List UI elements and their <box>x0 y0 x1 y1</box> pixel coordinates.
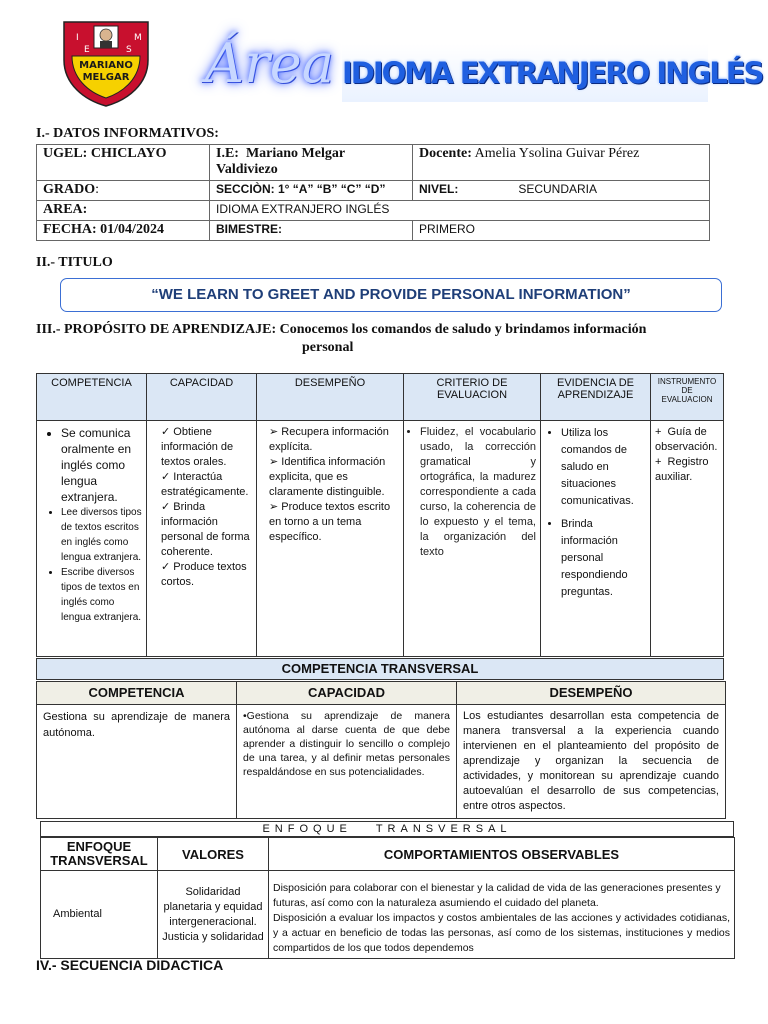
th-evidencia: EVIDENCIA DE APRENDIZAJE <box>541 374 651 421</box>
evidencia-cell <box>541 421 651 657</box>
logo-letter-e: E <box>84 45 90 55</box>
criterio-cell <box>404 421 541 657</box>
ie-value: Mariano Melgar Valdiviezo <box>216 146 345 177</box>
desempeno-cell <box>257 421 404 657</box>
ie-label: I.E: <box>216 146 239 161</box>
ef-th-valores: VALORES <box>158 838 269 871</box>
ef-valores: Solidaridad planetaria y equidad intergeneracional. Justicia y solidaridad <box>158 871 269 959</box>
section-titulo-title: II.- TITULO <box>36 255 113 270</box>
tt-competencia: Gestiona su aprendizaje de manera autónoma. <box>37 705 237 819</box>
instrumento-item: + Registro auxiliar. <box>655 456 709 483</box>
docente-cell <box>413 145 710 181</box>
desempeno-item: ➢ Produce textos escrito en torno a un tema específico. <box>269 501 391 543</box>
competencia-cell <box>37 421 147 657</box>
subject-banner: IDIOMA EXTRANJERO INGLÉS <box>342 44 708 102</box>
ie-cell <box>210 145 413 181</box>
ef-comportamientos <box>269 871 735 959</box>
logo-letter-i: I <box>76 33 79 43</box>
datos-table <box>36 144 710 241</box>
logo-letter-m: M <box>134 33 142 43</box>
th-capacidad: CAPACIDAD <box>147 374 257 421</box>
th-desempeno: DESEMPEÑO <box>257 374 404 421</box>
fecha-cell: FECHA: 01/04/2024 <box>37 221 210 241</box>
enfoque-table <box>40 837 735 959</box>
capacidad-item: ✓ Produce textos cortos. <box>161 561 247 588</box>
nivel-label: NIVEL: <box>419 182 459 196</box>
ef-th-comportamientos: COMPORTAMIENTOS OBSERVABLES <box>269 838 735 871</box>
grado-colon: : <box>95 182 100 197</box>
criterio-item: • Fluidez, el vocabulario usado, la corrección gramatical y ortográfica, la madurez correspondiente a cada curso, la coherencia de lo expuesto y el tema, la organización del texto <box>420 425 536 560</box>
desempeno-item: ➢ Recupera información explícita. <box>269 426 389 453</box>
th-criterio: CRITERIO DE EVALUACION <box>404 374 541 421</box>
transversal-table <box>36 681 726 819</box>
bimestre-label-cell: BIMESTRE: <box>210 221 413 241</box>
tt-desempeno: Los estudiantes desarrollan esta competencia de manera transversal a la experiencia cuando intervienen en el planteamiento del propósito de aprendizaje y organizan la secuencia de actividades, y monitorean su aprendizaje cuando autoevalúan el desarrollo de sus competencias, entre otros aspectos. <box>457 705 726 819</box>
tt-th-desempeno: DESEMPEÑO <box>457 682 726 705</box>
capacidad-item: ✓ Obtiene información de textos orales. <box>161 426 234 468</box>
competencia-transversal-title: COMPETENCIA TRANSVERSAL <box>36 658 724 680</box>
area-value-cell: IDIOMA EXTRANJERO INGLÉS <box>210 201 710 221</box>
logo-line2: MELGAR <box>82 72 130 83</box>
bimestre-value-cell: PRIMERO <box>413 221 710 241</box>
seccion-cell: SECCIÒN: 1° “A” “B” “C” “D” <box>210 181 413 201</box>
enfoque-transversal-title: ENFOQUE TRANSVERSAL <box>40 821 734 837</box>
capacidad-item: ✓ Brinda información personal de forma coherente. <box>161 501 250 558</box>
tt-th-competencia: COMPETENCIA <box>37 682 237 705</box>
capacidad-cell <box>147 421 257 657</box>
competencias-table <box>36 373 724 657</box>
th-competencia: COMPETENCIA <box>37 374 147 421</box>
school-logo <box>58 16 154 108</box>
section-datos-title: I.- DATOS INFORMATIVOS: <box>36 126 219 141</box>
nivel-value: SECUNDARIA <box>518 182 598 196</box>
section-secuencia-title: IV.- SECUENCIA DIDACTICA <box>36 957 224 973</box>
th-instrumento: INSTRUMENTO DE EVALUACION <box>651 374 724 421</box>
proposito-label: III.- PROPÓSITO DE APRENDIZAJE: <box>36 322 277 337</box>
tt-capacidad: •Gestiona su aprendizaje de manera autónoma al darse cuenta de que debe aprender a distinguir lo sencillo o complejo de una tarea, y al definir metas personales respaldándose en sus potencialidades. <box>237 705 457 819</box>
ef-th-enfoque: ENFOQUE TRANSVERSAL <box>41 838 158 871</box>
evidencia-item: • Utiliza los comandos de saludo en situaciones comunicativas. <box>561 425 646 510</box>
lesson-title-box: “WE LEARN TO GREET AND PROVIDE PERSONAL INFORMATION” <box>60 278 722 312</box>
proposito-line1 <box>36 322 736 338</box>
area-heading: Área <box>205 32 334 95</box>
tt-th-capacidad: CAPACIDAD <box>237 682 457 705</box>
ef-enfoque: Ambiental <box>41 871 158 959</box>
proposito-text1: Conocemos los comandos de saludo y brindamos información <box>279 322 647 337</box>
desempeno-item: ➢ Identifica información explicita, que es claramente distinguible. <box>269 456 386 498</box>
competencia-item: • Se comunica oralmente en inglés como lengua extranjera. <box>61 425 142 505</box>
competencia-item: • Lee diversos tipos de textos escritos en inglés como lengua extranjera. <box>61 505 142 565</box>
capacidad-item: ✓ Interactúa estratégicamente. <box>161 471 249 498</box>
evidencia-item: • Brinda información personal respondiendo preguntas. <box>561 516 646 601</box>
grado-label: GRADO <box>43 182 96 197</box>
logo-letter-s: S <box>126 45 132 55</box>
proposito-text2: personal <box>302 340 354 355</box>
ef-comportamiento-1: Disposición para colaborar con el bienestar y la calidad de vida de las generaciones presentes y futuras, así como con la naturaleza asumiendo el cuidado del planeta. <box>273 882 721 909</box>
nivel-cell <box>413 181 710 201</box>
instrumento-cell <box>651 421 724 657</box>
ef-comportamiento-2: Disposición a evaluar los impactos y costos ambientales de las acciones y actividades cotidianas, y a actuar en beneficio de todas las personas, así como de los sistemas, instituciones y medios compartidos de los que todos dependemos <box>273 912 730 954</box>
area-label-cell: AREA: <box>37 201 210 221</box>
logo-line1: MARIANO <box>79 60 133 71</box>
docente-label: Docente: <box>419 146 472 161</box>
competencia-item: • Escribe diversos tipos de textos en inglés como lengua extranjera. <box>61 565 142 625</box>
grado-cell <box>37 181 210 201</box>
instrumento-item: + Guía de observación. <box>655 426 718 453</box>
docente-value: Amelia Ysolina Guivar Pérez <box>474 146 640 161</box>
ugel-cell: UGEL: CHICLAYO <box>37 145 210 181</box>
